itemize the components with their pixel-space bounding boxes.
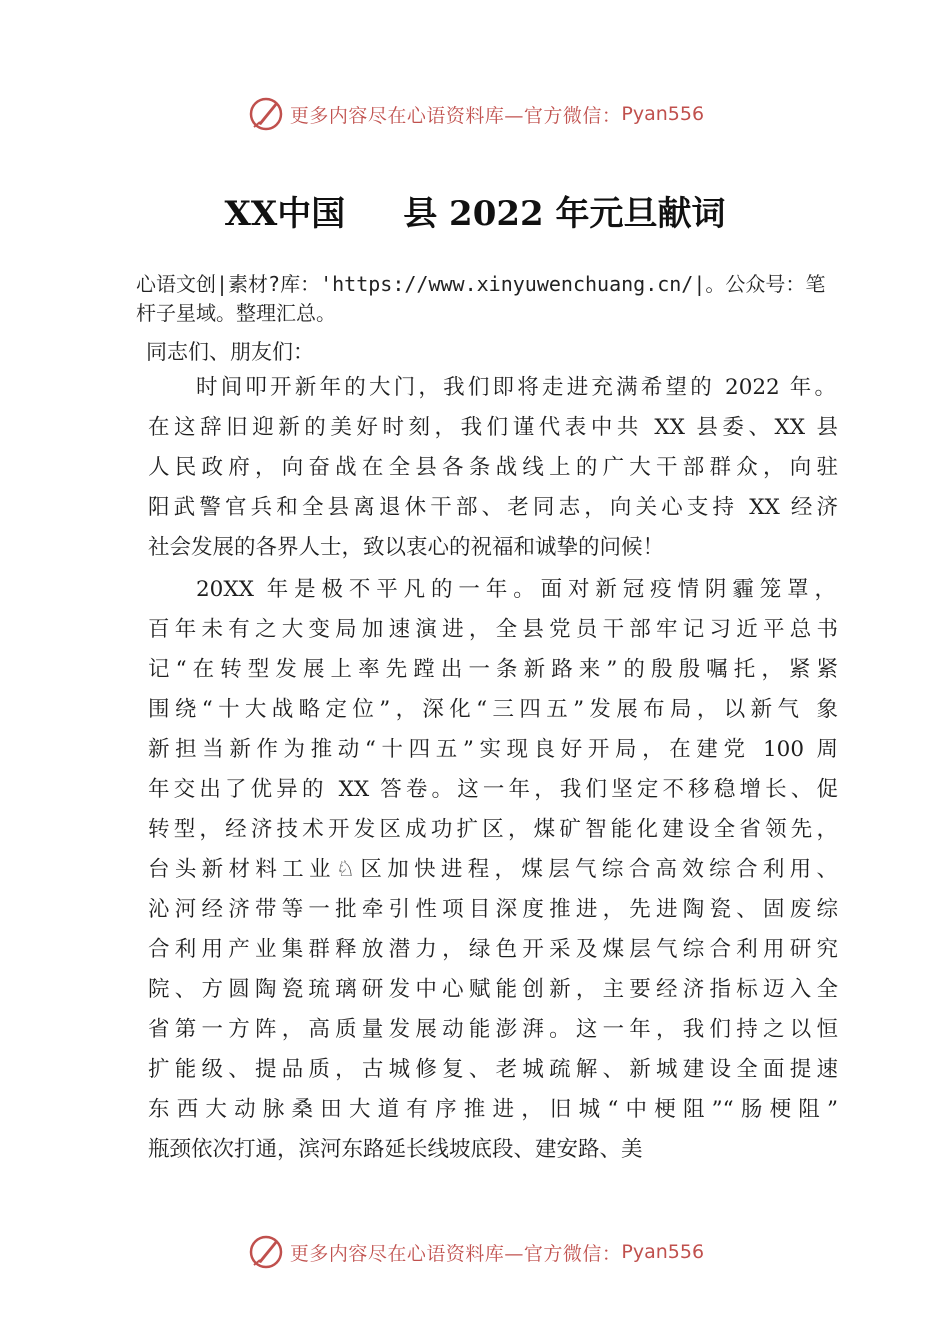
body-line: 台头新材料工业♘区加快进程，煤层气综合高效综合利用、 <box>148 857 838 882</box>
body-line: 围绕“十大战略定位”，深化“三四五”发展布局，以新气 象 <box>148 697 838 722</box>
body-line: 年交出了优异的 XX 答卷。这一年，我们坚定不移稳增长、促 <box>148 777 838 802</box>
body-line: 省第一方阵，高质量发展动能澎湃。这一年，我们持之以恒 <box>148 1017 838 1042</box>
banner-wechat-id: Pyan556 <box>621 1241 705 1263</box>
body-line: 沁河经济带等一批牵引性项目深度推进，先进陶瓷、固废综 <box>148 897 838 922</box>
document-title <box>0 186 950 235</box>
banner-text: 更多内容尽在心语资料库—官方微信： <box>289 1242 622 1265</box>
body-line: 院、方圆陶瓷琉璃研发中心赋能创新，主要经济指标迈入全 <box>148 977 838 1002</box>
body-line: 记“在转型发展上率先蹚出一条新路来”的殷殷嘱托，紧紧 <box>148 657 838 682</box>
source-note: 心语文创|素材?库：'https://www.xinyuwenchuang.cn/|。公众号：笔杆子星域。整理汇总。 <box>136 272 826 325</box>
body-line: 时间叩开新年的大门，我们即将走进充满希望的 2022 年。 <box>196 375 836 400</box>
footer-banner <box>0 1230 950 1274</box>
header-banner <box>0 92 950 136</box>
banner-text: 更多内容尽在心语资料库—官方微信： <box>289 104 622 127</box>
body-line: 合利用产业集群释放潜力，绿色开采及煤层气综合利用研究 <box>148 937 838 962</box>
body-line: 百年未有之大变局加速演进，全县党员干部牢记习近平总书 <box>148 617 838 642</box>
body-line: 在这辞旧迎新的美好时刻，我们谨代表中共 XX 县委、XX 县 <box>148 415 838 440</box>
banner-wechat-id: Pyan556 <box>621 103 705 125</box>
body-line: 扩能级、提品质，古城修复、老城疏解、新城建设全面提速 <box>148 1057 838 1082</box>
greeting: 同志们、朋友们： <box>146 340 314 364</box>
body-line: 转型，经济技术开发区成功扩区，煤矿智能化建设全省领先， <box>148 817 838 842</box>
body-line: 瓶颈依次打通，滨河东路延长线坡底段、建安路、美 <box>148 1137 643 1162</box>
title-left: XX中国 <box>224 194 346 234</box>
body-line: 人民政府，向奋战在全县各条战线上的广大干部群众，向驻 <box>148 455 838 480</box>
title-right: 县 2022 年元旦献词 <box>403 194 726 234</box>
body-line: 阳武警官兵和全县离退休干部、老同志，向关心支持 XX 经济 <box>148 495 838 520</box>
body-line: 东西大动脉桑田大道有序推进，旧城“中梗阻”“肠梗阻” <box>148 1097 838 1122</box>
body-line: 新担当新作为推动“十四五”实现良好开局，在建党 100 周 <box>148 737 838 762</box>
body-line: 社会发展的各界人士，致以衷心的祝福和诚挚的问候！ <box>148 535 665 560</box>
body-line: 20XX 年是极不平凡的一年。面对新冠疫情阴霾笼罩， <box>196 577 836 602</box>
quill-logo-icon <box>246 94 286 134</box>
quill-logo-icon <box>246 1232 286 1272</box>
